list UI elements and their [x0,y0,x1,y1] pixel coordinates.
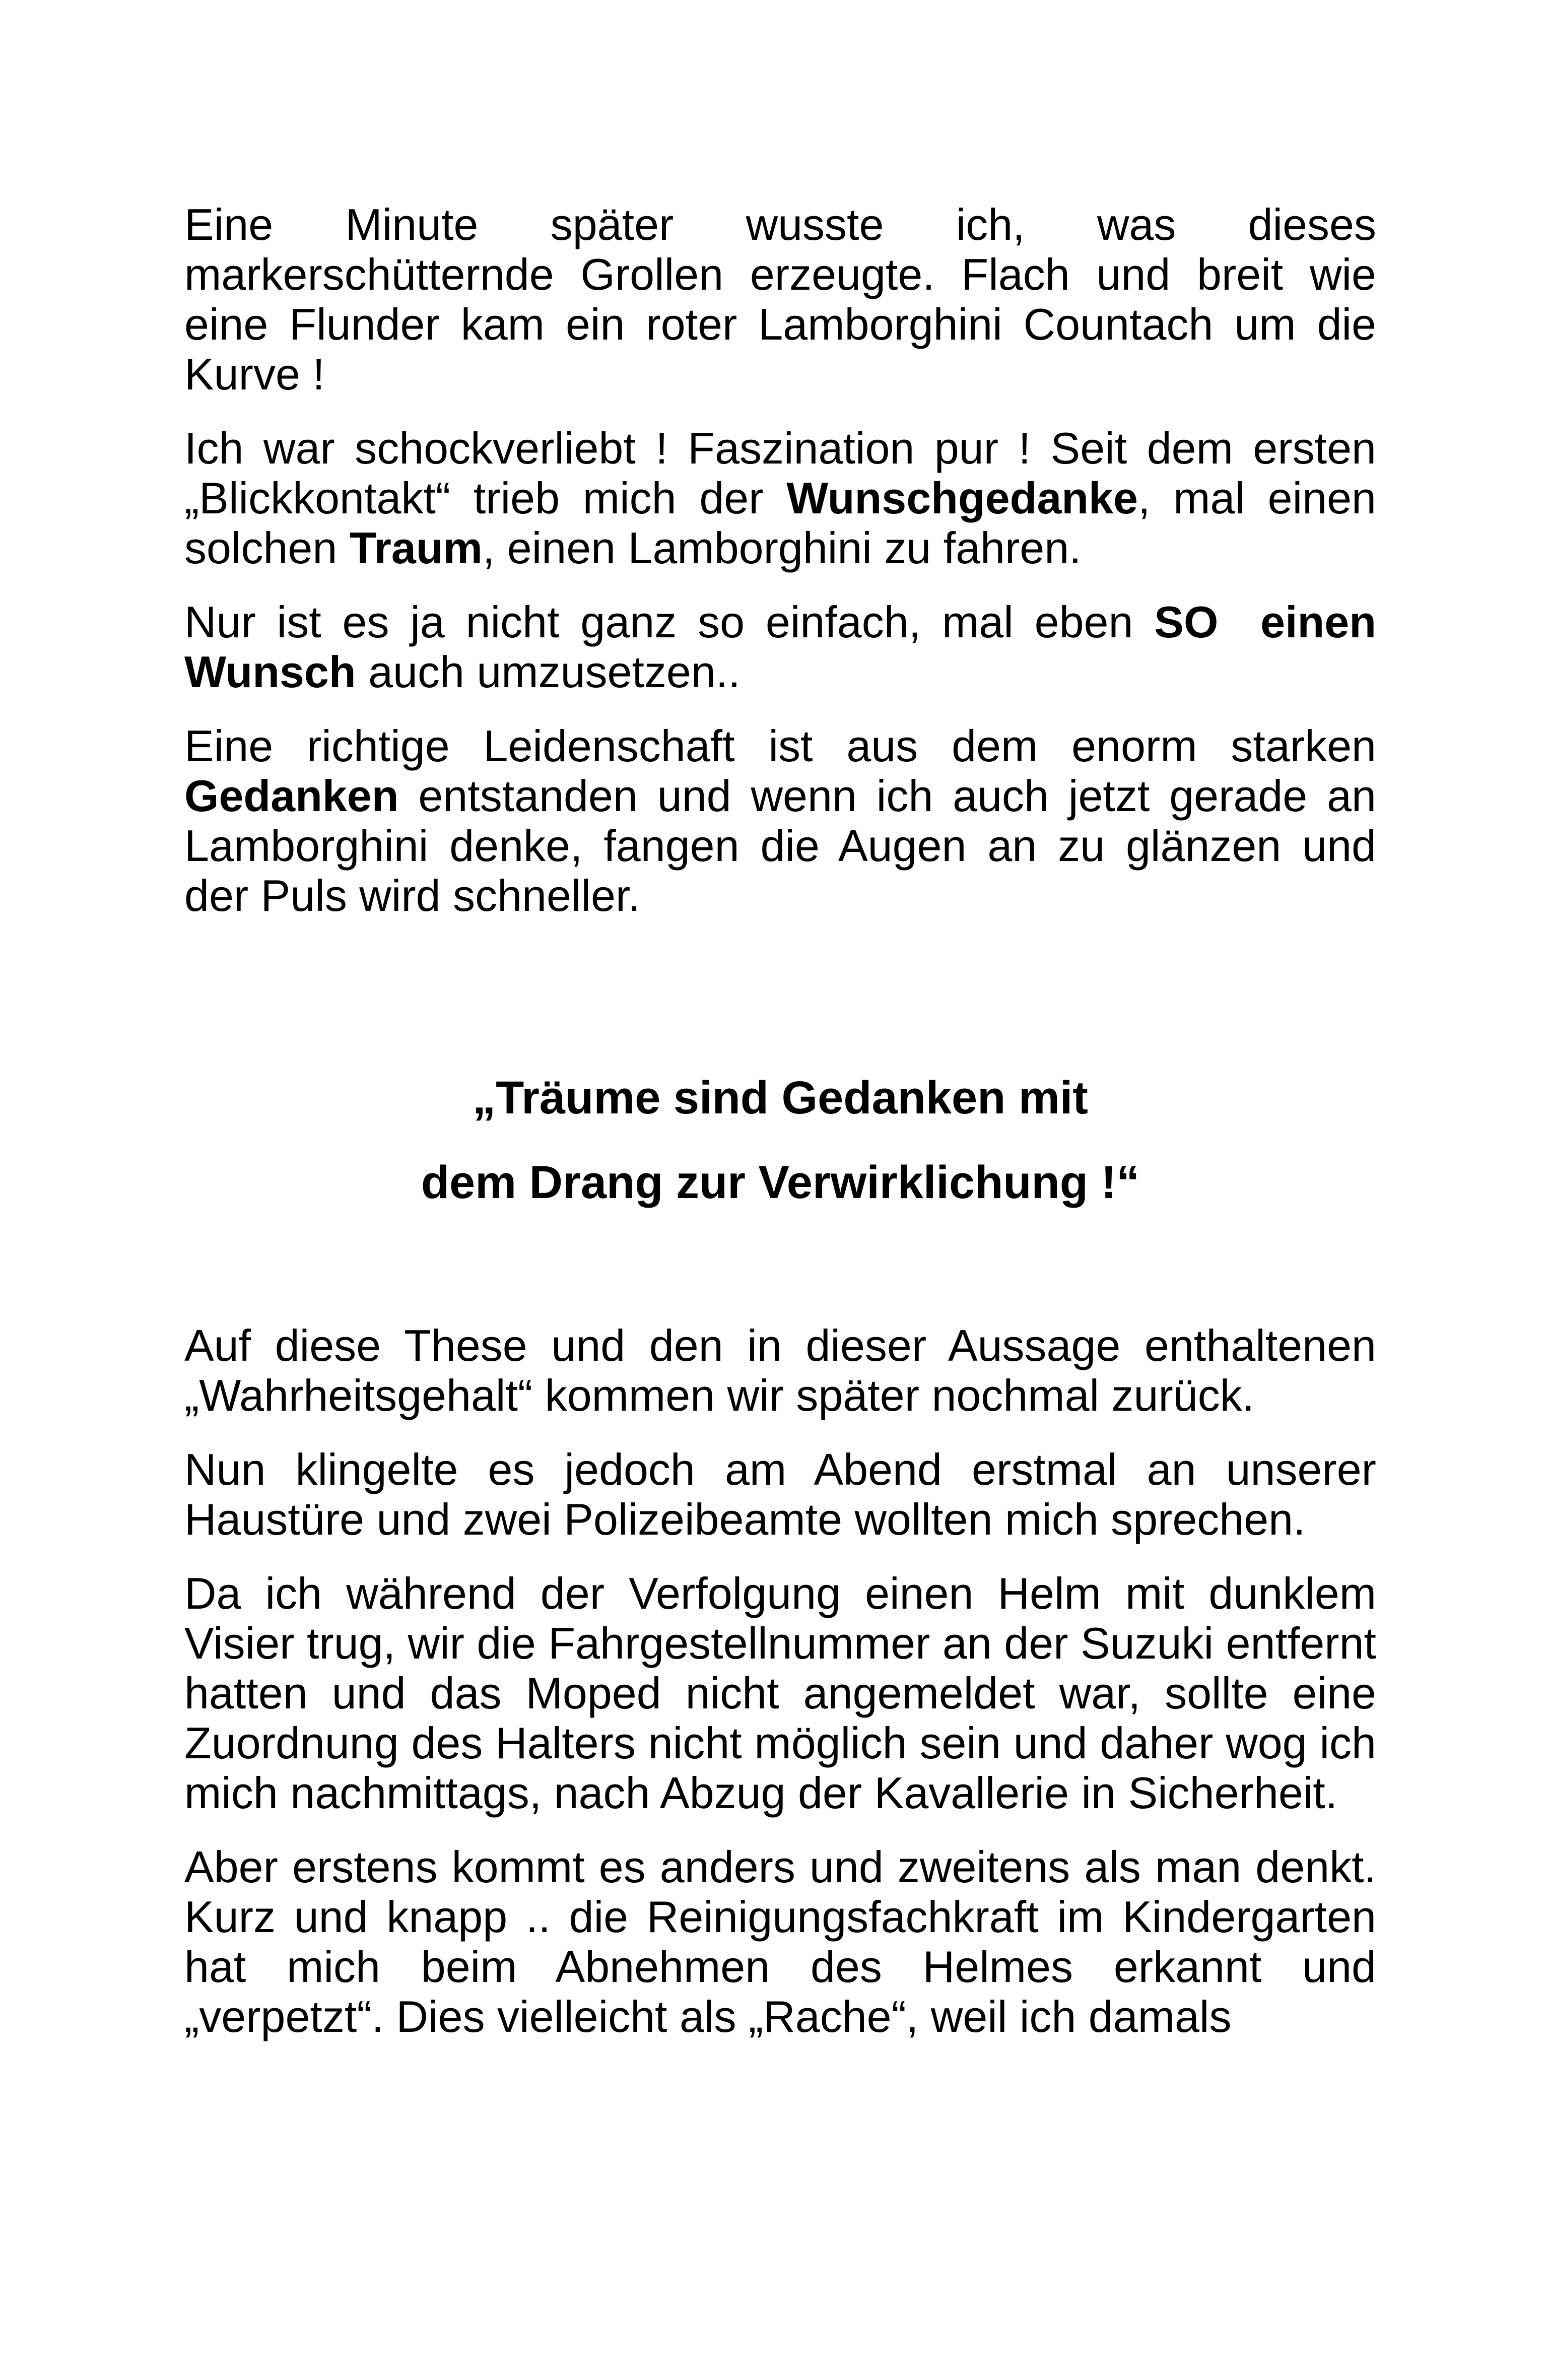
book-page [184,200,1389,2066]
paragraph-leidenschaft [184,721,1376,920]
text: auch umzusetzen.. [356,647,741,697]
bold-traum: Traum [349,523,483,573]
spacer [184,1225,1376,1320]
spacer [184,945,1376,1055]
paragraph-wunsch-umsetzen [184,597,1389,697]
quote-line-1: „Träume sind Gedanken mit [473,1072,1088,1123]
text: Ich war schockverliebt ! Faszination pur ! Seit dem ersten „Blickkontakt“ trieb mich der [184,423,1376,523]
paragraph-these: Auf diese These und den in dieser Aussage enthaltenen „Wahrheitsgehalt“ kommen wir später nochmal zurück. [184,1320,1376,1420]
bold-so-einen-wunsch: SO einen Wunsch [184,597,1389,697]
quote-line-2: dem Drang zur Verwirklichung !“ [421,1157,1140,1208]
paragraph-schockverliebt [184,423,1376,573]
paragraph-lamborghini-arrival: Eine Minute später wusste ich, was dieses markerschütternde Grollen erzeugte. Flach und breit wie eine Flunder kam ein roter Lamborghini Countach um die Kurve ! [184,200,1376,399]
paragraph-verfolgung: Da ich während der Verfolgung einen Helm mit dunklem Visier trug, wir die Fahrgestellnummer an der Suzuki entfernt hatten und das Moped nicht angemeldet war, sollte eine Zuordnung des Halters nicht möglich sein und daher wog ich mich nachmittags, nach Abzug der Kavallerie in Sicherheit. [184,1568,1376,1818]
paragraph-reinigungsfachkraft: Aber erstens kommt es anders und zweitens als man denkt. Kurz und knapp .. die Reinigungsfachkraft im Kindergarten hat mich beim Abnehmen des Helmes erkannt und „verpetzt“. Dies vielleicht als „Rache“, weil ich damals [184,1842,1376,2041]
text: , mal einen solchen [184,473,1376,573]
text: , einen Lamborghini zu fahren. [482,523,1082,573]
text: Nur ist es ja nicht ganz so einfach, mal eben [184,597,1155,647]
bold-wunschgedanke: Wunschgedanke [786,473,1138,523]
paragraph-polizeibeamte: Nun klingelte es jedoch am Abend erstmal an unserer Haustüre und zwei Polizeibeamte wollten mich sprechen. [184,1444,1376,1544]
text: Eine richtige Leidenschaft ist aus dem enorm starken [184,721,1376,771]
quote-traeume [184,1055,1376,1225]
bold-gedanken: Gedanken [184,771,399,821]
text: entstanden und wenn ich auch jetzt gerade an Lamborghini denke, fangen die Augen an zu glänzen und der Puls wird schneller. [184,771,1376,920]
